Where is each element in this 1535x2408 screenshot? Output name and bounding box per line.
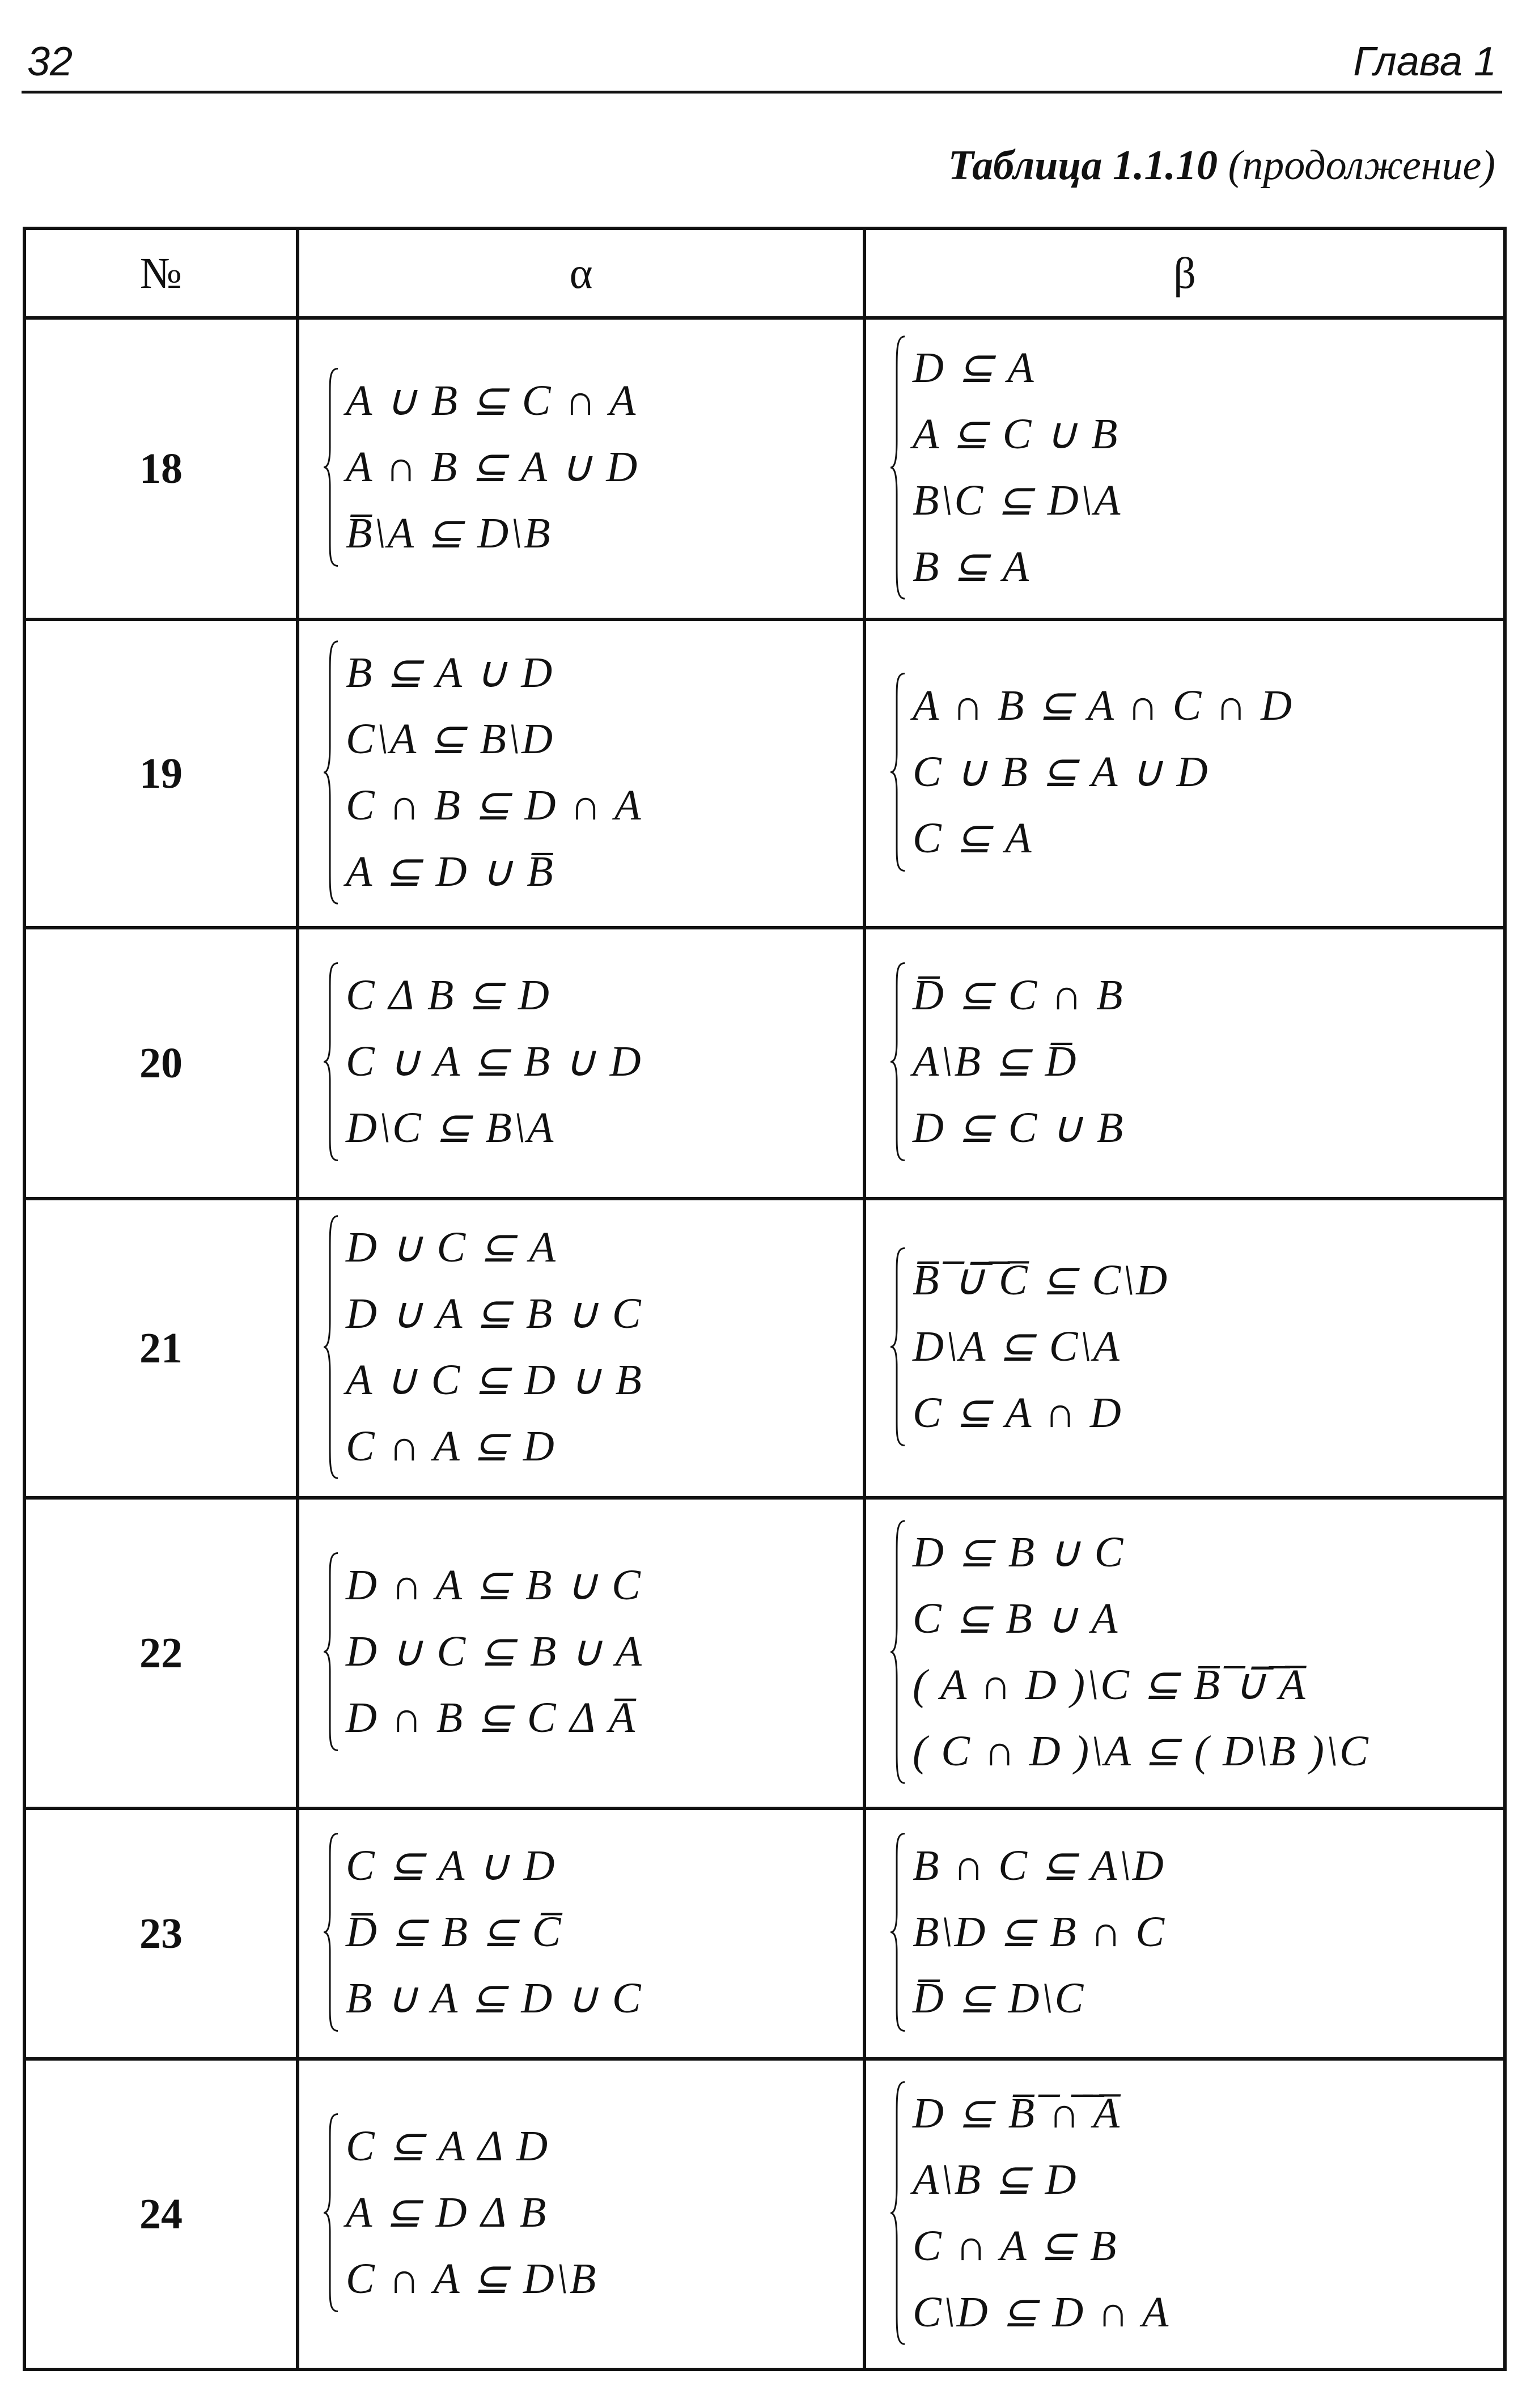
- relation-alpha: D ∪ C ⊆ A: [346, 1223, 557, 1271]
- table-row: [24, 1199, 1505, 1498]
- relation-alpha: D ∪ A ⊆ B ∪ C: [346, 1289, 643, 1337]
- column-header-number: №: [24, 228, 298, 318]
- beta-cell: [864, 2059, 1505, 2369]
- relation-beta: B\D ⊆ B ∩ C: [913, 1908, 1167, 1956]
- relation-alpha: D ∩ B ⊆ C Δ A̅: [346, 1694, 637, 1742]
- relation-beta: A ⊆ C ∪ B: [913, 410, 1120, 458]
- relation-alpha: C ⊆ A Δ D: [346, 2122, 550, 2170]
- row-number: 21: [24, 1199, 298, 1498]
- relation-beta: C ⊆ A: [913, 814, 1033, 862]
- equation-system-alpha: [322, 639, 643, 906]
- beta-cell: [864, 1808, 1505, 2059]
- beta-cell: [864, 1199, 1505, 1498]
- beta-cell: [864, 318, 1505, 619]
- alpha-cell: [298, 318, 864, 619]
- relation-alpha: D ∪ C ⊆ B ∪ A: [346, 1628, 643, 1675]
- row-number: 19: [24, 619, 298, 928]
- relation-beta: D̅ ⊆ C ∩ B: [913, 971, 1125, 1019]
- relation-beta: D\A ⊆ C\A: [913, 1323, 1121, 1370]
- relation-alpha: A ⊆ D Δ B: [346, 2189, 548, 2236]
- relation-alpha: C ∩ A ⊆ D\B: [346, 2255, 598, 2303]
- relation-alpha: C Δ B ⊆ D: [346, 971, 551, 1019]
- relation-alpha: D\C ⊆ B\A: [346, 1104, 556, 1152]
- relation-beta: C\D ⊆ D ∩ A: [913, 2288, 1171, 2336]
- relation-beta: C ⊆ A ∩ D: [913, 1389, 1123, 1437]
- table-caption-title: Таблица 1.1.10: [948, 142, 1218, 189]
- equation-system-beta: [889, 334, 1122, 601]
- left-brace-icon: [889, 961, 906, 1162]
- equation-system-alpha: [322, 961, 643, 1162]
- left-brace-icon: [322, 2112, 339, 2313]
- left-brace-icon: [322, 1551, 339, 1752]
- relation-alpha: C ∩ B ⊆ D ∩ A: [346, 781, 643, 829]
- alpha-cell: [298, 1199, 864, 1498]
- equation-system-beta: [889, 1246, 1169, 1447]
- table-caption-continuation: (продолжение): [1228, 142, 1495, 189]
- relation-beta: D̅ ⊆ D\C: [913, 1974, 1085, 2022]
- equation-system-beta: [889, 1518, 1370, 1786]
- equation-system-alpha: [322, 2112, 597, 2313]
- alpha-cell: [298, 619, 864, 928]
- table-body: [24, 318, 1505, 2369]
- left-brace-icon: [322, 1832, 339, 2033]
- equation-system-beta: [889, 2079, 1170, 2347]
- equation-system-alpha: [322, 1213, 643, 1481]
- relation-beta: A\B ⊆ D̅: [913, 1038, 1078, 1085]
- relation-beta: B\C ⊆ D\A: [913, 476, 1122, 524]
- table-row: [24, 1808, 1505, 2059]
- relation-beta: B̅ ̅∪̅ ̅C̅ ⊆ C\D: [913, 1256, 1169, 1304]
- relation-beta: D ⊆ B ∪ C: [913, 1528, 1125, 1576]
- relation-beta: ( C ∩ D )\A ⊆ ( D\B )\C: [913, 1727, 1370, 1775]
- left-brace-icon: [889, 1832, 906, 2033]
- beta-cell: [864, 619, 1505, 928]
- left-brace-icon: [889, 672, 906, 873]
- left-brace-icon: [889, 334, 906, 601]
- alpha-cell: [298, 2059, 864, 2369]
- relation-beta: B ∩ C ⊆ A\D: [913, 1842, 1165, 1889]
- table-row: [24, 619, 1505, 928]
- relation-alpha: A ∪ B ⊆ C ∩ A: [346, 377, 638, 424]
- row-number: 23: [24, 1808, 298, 2059]
- left-brace-icon: [889, 2079, 906, 2347]
- table-row: [24, 2059, 1505, 2369]
- relation-beta: D ⊆ A: [913, 343, 1036, 392]
- column-header-alpha: α: [298, 228, 864, 318]
- relation-beta: ( A ∩ D )\C ⊆ B̅ ̅∪̅ ̅A̅: [913, 1660, 1307, 1709]
- table-row: [24, 928, 1505, 1199]
- systems-table: [23, 227, 1507, 2371]
- relation-beta: D ⊆ C ∪ B: [913, 1104, 1125, 1152]
- table-header-row: [24, 228, 1505, 318]
- equation-system-beta: [889, 672, 1294, 873]
- left-brace-icon: [322, 367, 339, 568]
- relation-alpha: B ∪ A ⊆ D ∪ C: [346, 1974, 643, 2022]
- relation-beta: C ⊆ B ∪ A: [913, 1594, 1120, 1642]
- table-row: [24, 318, 1505, 619]
- alpha-cell: [298, 1498, 864, 1808]
- left-brace-icon: [322, 639, 339, 906]
- page-number: 32: [27, 39, 73, 84]
- relation-alpha: D̅ ⊆ B ⊆ C̅: [346, 1908, 563, 1956]
- relation-alpha: B̅\A ⊆ D\B: [346, 509, 552, 557]
- equation-system-alpha: [322, 367, 639, 568]
- relation-beta: C ∩ A ⊆ B: [913, 2222, 1118, 2270]
- relation-beta: D ⊆ B̅ ̅∩̅ ̅A̅: [913, 2089, 1121, 2137]
- beta-cell: [864, 1498, 1505, 1808]
- left-brace-icon: [322, 1213, 339, 1481]
- relation-alpha: A ∪ C ⊆ D ∪ B: [346, 1356, 643, 1404]
- row-number: 22: [24, 1498, 298, 1808]
- equation-system-alpha: [322, 1551, 643, 1752]
- relation-beta: C ∪ B ⊆ A ∪ D: [913, 748, 1210, 796]
- relation-alpha: A ∩ B ⊆ A ∪ D: [346, 443, 639, 491]
- relation-alpha: C ∪ A ⊆ B ∪ D: [346, 1038, 643, 1085]
- equation-system-alpha: [322, 1832, 643, 2033]
- column-header-beta: β: [864, 228, 1505, 318]
- row-number: 18: [24, 318, 298, 619]
- relation-beta: B ⊆ A: [913, 542, 1031, 591]
- running-header: [22, 34, 1502, 94]
- relation-alpha: A ⊆ D ∪ B̅: [346, 847, 555, 895]
- equation-system-beta: [889, 961, 1125, 1162]
- equation-system-beta: [889, 1832, 1166, 2033]
- relation-alpha: D ∩ A ⊆ B ∪ C: [346, 1561, 642, 1609]
- beta-cell: [864, 928, 1505, 1199]
- row-number: 20: [24, 928, 298, 1199]
- chapter-title: Глава 1: [1353, 39, 1496, 84]
- relation-beta: A ∩ B ⊆ A ∩ C ∩ D: [913, 682, 1294, 729]
- left-brace-icon: [889, 1518, 906, 1786]
- alpha-cell: [298, 928, 864, 1199]
- relation-alpha: C ⊆ A ∪ D: [346, 1842, 557, 1889]
- table-row: [24, 1498, 1505, 1808]
- alpha-cell: [298, 1808, 864, 2059]
- left-brace-icon: [322, 961, 339, 1162]
- relation-alpha: C ∩ A ⊆ D: [346, 1422, 556, 1470]
- relation-alpha: B ⊆ A ∪ D: [346, 648, 554, 697]
- left-brace-icon: [889, 1246, 906, 1447]
- relation-beta: A\B ⊆ D: [913, 2155, 1078, 2203]
- relation-alpha: C\A ⊆ B\D: [346, 715, 554, 763]
- row-number: 24: [24, 2059, 298, 2369]
- table-caption: [948, 142, 1495, 190]
